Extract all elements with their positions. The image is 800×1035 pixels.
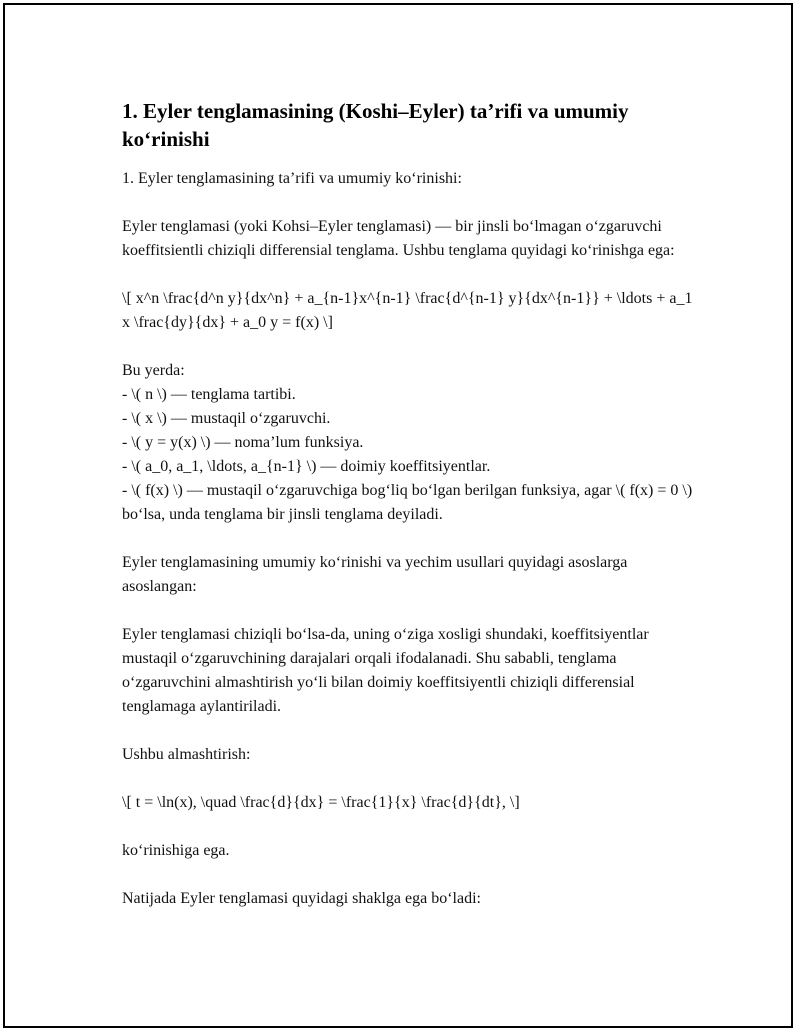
document-title: 1. Eyler tenglamasining (Koshi–Eyler) ta’rifi va umumiy ko‘rinishi (122, 99, 629, 151)
definition-item: - \( a_0, a_1, \ldots, a_{n-1} \) — doimiy koeffitsiyentlar. (122, 458, 491, 475)
formula-euler-equation: \[ x^n \frac{d^n y}{dx^n} + a_{n-1}x^{n-1} \frac{d^{n-1} y}{dx^{n-1}} + \ldots + a_1 x \frac{dy}{dx} + a_0 y = f(x) \] (122, 290, 693, 331)
intro-paragraph: Eyler tenglamasi (yoki Kohsi–Eyler tenglamasi) — bir jinsli bo‘lmagan o‘zgaruvchi koeffitsientli chiziqli differensial tenglama. Ushbu tenglama quyidagi ko‘rinishga ega: (122, 218, 675, 259)
definitions-heading: Bu yerda: (122, 362, 185, 379)
formula-substitution: \[ t = \ln(x), \quad \frac{d}{dx} = \frac{1}{x} \frac{d}{dt}, \] (122, 794, 520, 811)
result-intro: Natijada Eyler tenglamasi quyidagi shaklga ega bo‘ladi: (122, 890, 481, 907)
section-subtitle: 1. Eyler tenglamasining ta’rifi va umumiy ko‘rinishi: (122, 170, 462, 187)
definition-item: - \( f(x) \) — mustaqil o‘zgaruvchiga bog‘liq bo‘lgan berilgan funksiya, agar \( f(x) = 0 \) bo‘lsa, unda tenglama bir jinsli tenglama deyiladi. (122, 482, 693, 523)
property-paragraph: Eyler tenglamasi chiziqli bo‘lsa-da, uning o‘ziga xosligi shundaki, koeffitsiyentlar mustaqil o‘zgaruvchining darajalari orqali ifodalanadi. Shu sababli, tenglama o‘zgaruvchini almashtirish yo‘li bilan doimiy koeffitsiyentli chiziqli differensial tenglamaga aylantiriladi. (122, 626, 649, 715)
definition-item: - \( x \) — mustaqil o‘zgaruvchi. (122, 410, 331, 427)
definition-item: - \( y = y(x) \) — noma’lum funksiya. (122, 434, 364, 451)
document-body (122, 97, 702, 935)
substitution-intro: Ushbu almashtirish: (122, 746, 251, 763)
page-frame (3, 3, 793, 1028)
substitution-outro: ko‘rinishiga ega. (122, 842, 230, 859)
definitions-list (122, 359, 702, 527)
definition-item: - \( n \) — tenglama tartibi. (122, 386, 296, 403)
general-form-paragraph: Eyler tenglamasining umumiy ko‘rinishi va yechim usullari quyidagi asoslarga asoslangan: (122, 554, 628, 595)
